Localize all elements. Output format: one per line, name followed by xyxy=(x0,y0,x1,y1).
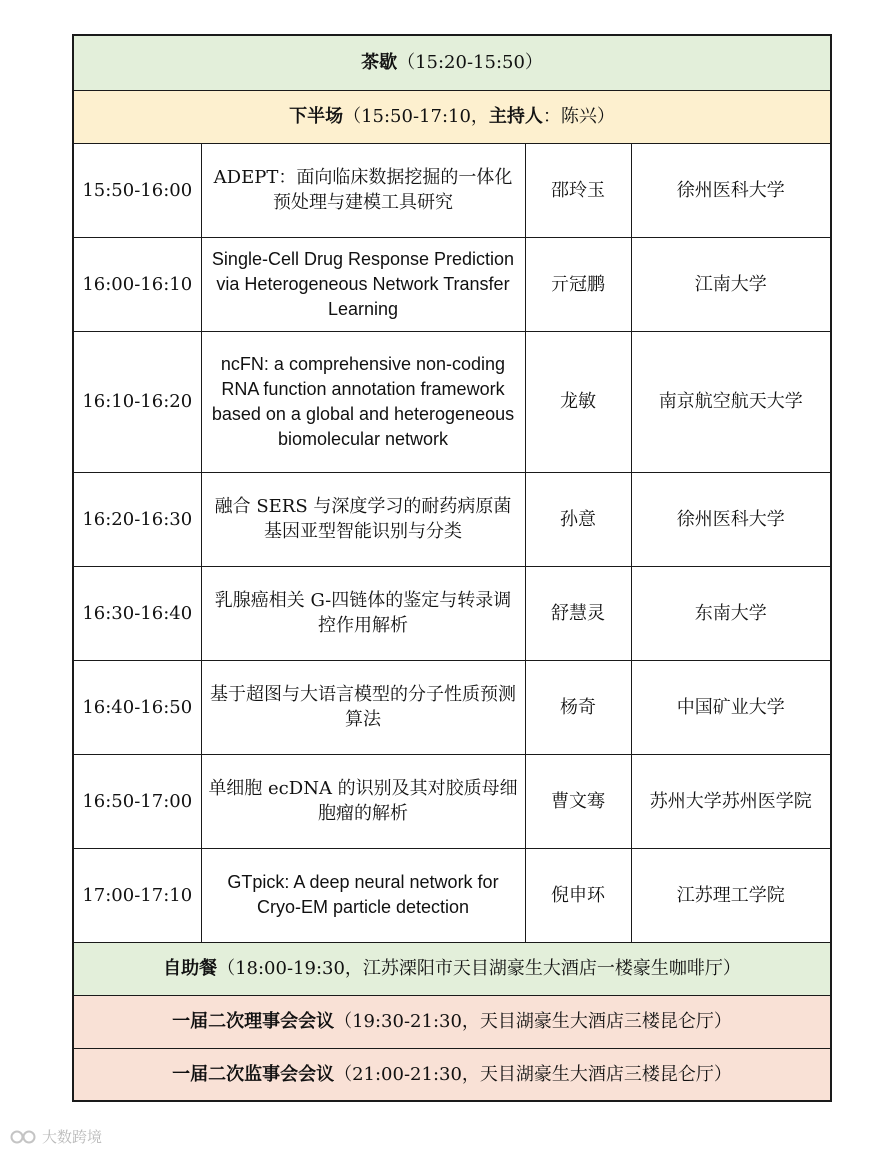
watermark-text: 大数跨境 xyxy=(42,1128,103,1146)
dinner-label: 自助餐 xyxy=(163,958,218,979)
council-meeting-cell xyxy=(73,995,831,1048)
talk-time: 16:50-17:00 xyxy=(73,754,201,848)
talk-title: 融合 SERS 与深度学习的耐药病原菌基因亚型智能识别与分类 xyxy=(201,472,525,566)
talk-speaker: 倪申环 xyxy=(525,848,631,942)
council-meeting-label: 一届二次理事会会议 xyxy=(172,1011,335,1032)
dinner-cell xyxy=(73,942,831,995)
talk-speaker: 邵玲玉 xyxy=(525,143,631,237)
council-meeting-row xyxy=(73,995,831,1048)
talk-time: 16:30-16:40 xyxy=(73,566,201,660)
talk-row xyxy=(73,848,831,942)
supervisory-meeting-label: 一届二次监事会会议 xyxy=(172,1063,335,1085)
tea-break-time: （15:20-15:50） xyxy=(397,52,543,74)
talk-title: ADEPT：面向临床数据挖掘的一体化预处理与建模工具研究 xyxy=(201,143,525,237)
session-host-name: ：陈兴） xyxy=(542,106,615,127)
talk-institution: 中国矿业大学 xyxy=(631,660,831,754)
dinner-row xyxy=(73,942,831,995)
talk-speaker: 舒慧灵 xyxy=(525,566,631,660)
talk-time: 15:50-16:00 xyxy=(73,143,201,237)
session-time: （15:50-17:10， xyxy=(343,106,489,127)
dinner-detail: （18:00-19:30，江苏溧阳市天目湖豪生大酒店一楼豪生咖啡厅） xyxy=(217,958,741,979)
tea-break-cell xyxy=(73,35,831,90)
talk-speaker: 龙敏 xyxy=(525,331,631,472)
supervisory-meeting-row xyxy=(73,1048,831,1101)
talk-time: 17:00-17:10 xyxy=(73,848,201,942)
talk-time: 16:00-16:10 xyxy=(73,237,201,331)
talk-title: 基于超图与大语言模型的分子性质预测算法 xyxy=(201,660,525,754)
talk-row xyxy=(73,754,831,848)
talk-title: 乳腺癌相关 G-四链体的鉴定与转录调控作用解析 xyxy=(201,566,525,660)
talk-row xyxy=(73,331,831,472)
council-meeting-detail: （19:30-21:30，天目湖豪生大酒店三楼昆仑厅） xyxy=(334,1011,732,1032)
watermark-logo-icon xyxy=(10,1128,38,1146)
session-header-row xyxy=(73,90,831,143)
talk-speaker: 亓冠鹏 xyxy=(525,237,631,331)
talk-title: 单细胞 ecDNA 的识别及其对胶质母细胞瘤的解析 xyxy=(201,754,525,848)
session-label: 下半场 xyxy=(289,106,344,127)
talk-speaker: 曹文骞 xyxy=(525,754,631,848)
talk-institution: 苏州大学苏州医学院 xyxy=(631,754,831,848)
talk-time: 16:10-16:20 xyxy=(73,331,201,472)
schedule-table xyxy=(72,34,832,1102)
talk-speaker: 杨奇 xyxy=(525,660,631,754)
tea-break-row xyxy=(73,35,831,90)
talk-time: 16:20-16:30 xyxy=(73,472,201,566)
talk-speaker: 孙意 xyxy=(525,472,631,566)
talk-row xyxy=(73,237,831,331)
talk-institution: 江苏理工学院 xyxy=(631,848,831,942)
tea-break-label: 茶歇 xyxy=(361,52,398,74)
talk-row xyxy=(73,472,831,566)
supervisory-meeting-cell xyxy=(73,1048,831,1101)
talk-institution: 东南大学 xyxy=(631,566,831,660)
talk-row xyxy=(73,143,831,237)
talk-row xyxy=(73,566,831,660)
talk-institution: 江南大学 xyxy=(631,237,831,331)
supervisory-meeting-detail: （21:00-21:30，天目湖豪生大酒店三楼昆仑厅） xyxy=(334,1063,732,1085)
talk-title: GTpick: A deep neural network for Cryo-EM particle detection xyxy=(201,848,525,942)
watermark xyxy=(10,1126,102,1147)
talk-institution: 南京航空航天大学 xyxy=(631,331,831,472)
talk-institution: 徐州医科大学 xyxy=(631,143,831,237)
talk-institution: 徐州医科大学 xyxy=(631,472,831,566)
talk-time: 16:40-16:50 xyxy=(73,660,201,754)
talk-title: ncFN: a comprehensive non-coding RNA function annotation framework based on a global and heterogeneous biomolecular network xyxy=(201,331,525,472)
session-host-label: 主持人 xyxy=(488,106,543,127)
talk-row xyxy=(73,660,831,754)
session-header-cell xyxy=(73,90,831,143)
talk-title: Single-Cell Drug Response Prediction via Heterogeneous Network Transfer Learning xyxy=(201,237,525,331)
